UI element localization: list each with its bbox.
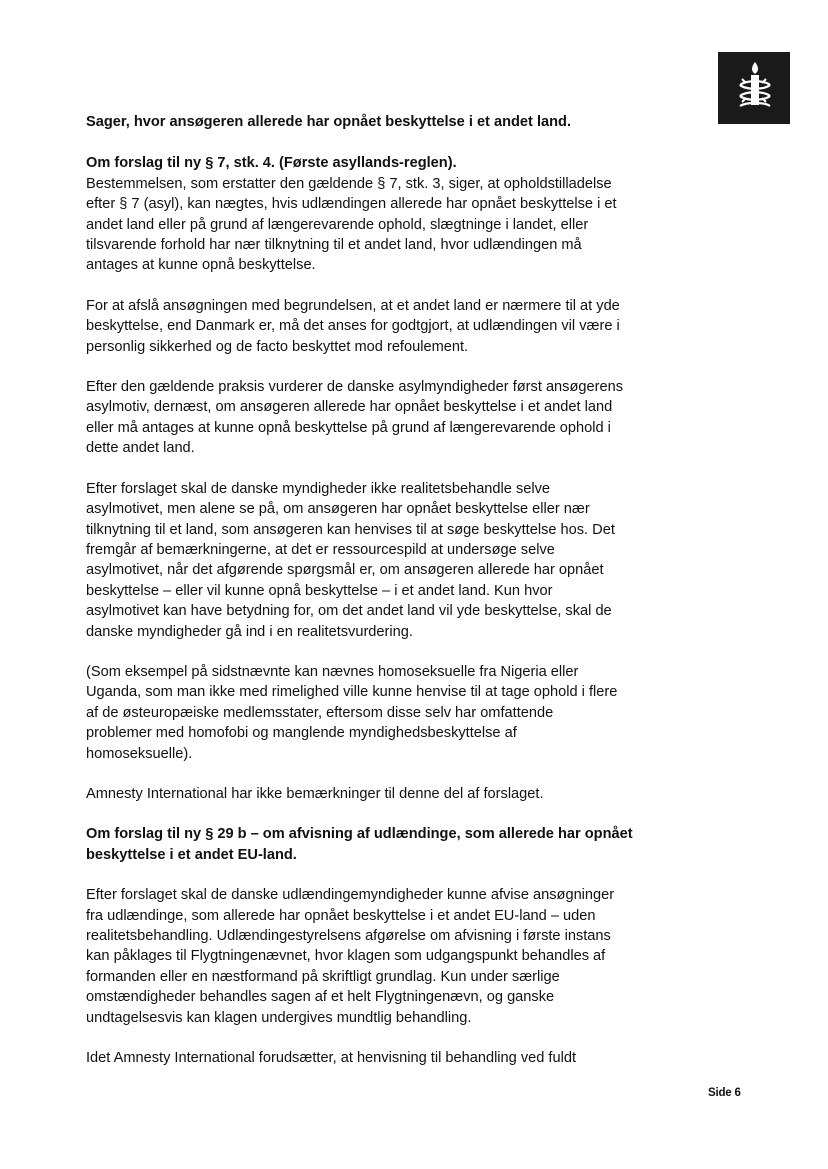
paragraph: Efter forslaget skal de danske udlændingemyndigheder kunne afvise ansøgninger fra udlændinge, som allerede har opnået beskyttelse i et andet EU-land – uden realitetsbehandling. Udlændingestyrelsens afgørelse om afvisning i første instans kan påklages til Flygtningenævnet, hvor klagen som udgangspunkt behandles af formanden eller en næstformand på skriftligt grundlag. Kun under særlige omstændigheder behandles sagen af et helt Flygtningenævn, og ganske undtagelsesvis kan klagen undergives mundtlig behandling. (86, 887, 615, 1026)
paragraph: Idet Amnesty International forudsætter, at henvisning til behandling ved fuldt (86, 1050, 577, 1067)
paragraph: (Som eksempel på sidstnævnte kan nævnes homoseksuelle fra Nigeria eller Uganda, som man ikke med rimelighed ville kunne henvise til at tage ophold i flere af de østeuropæiske medlemsstater, eftersom disse selv har omfattende problemer med homofobi og manglende myndighedsbeskyttelse af homoseksuelle). (86, 663, 618, 762)
candle-in-barbed-wire-icon (718, 52, 790, 124)
section-heading-paragraph-29b: Om forslag til ny § 29 b – om afvisning af udlændinge, som allerede har opnået beskyttelse i et andet EU-land. (86, 826, 633, 863)
section-heading-intro: Sager, hvor ansøgeren allerede har opnået beskyttelse i et andet land. (86, 114, 572, 130)
paragraph: Efter den gældende praksis vurderer de danske asylmyndigheder først ansøgerens asylmotiv, dernæst, om ansøgeren allerede har opnået beskyttelse i et andet land eller må antages at kunne opnå beskyttelse på grund af længerevarende ophold i dette andet land. (86, 379, 624, 457)
paragraph: Amnesty International har ikke bemærkninger til denne del af forslaget. (86, 785, 544, 802)
paragraph: Efter forslaget skal de danske myndigheder ikke realitetsbehandle selve asylmotivet, men alene se på, om ansøgeren har opnået beskyttelse eller nær tilknytning til et land, som ansøgeren kan henvises til at søge beskyttelse hos. Det fremgår af bemærkningerne, at det er ressourcespild at undersøge selve asylmotivet, når det afgørende spørgsmål er, om ansøgeren allerede har opnået beskyttelse – eller vil kunne opnå beskyttelse – i et andet land. Kun hvor asylmotivet kan have betydning for, om det andet land vil yde beskyttelse, skal de danske myndigheder gå ind i en realitetsvurdering. (86, 480, 615, 640)
section-heading-paragraph-7: Om forslag til ny § 7, stk. 4. (Første asyllands-reglen). (86, 155, 457, 172)
paragraph: Bestemmelsen, som erstatter den gældende § 7, stk. 3, siger, at opholdstilladelse efter § 7 (asyl), kan nægtes, hvis udlændingen allerede har opnået beskyttelse i et andet land eller på grund af længerevarende ophold, slægtninge i landet, eller tilsvarende forhold har nær tilknytning til et andet land, hvor udlændingen må antages at kunne opnå beskyttelse. (86, 175, 617, 274)
amnesty-logo (718, 52, 790, 124)
page-number: Side 6 (708, 1087, 741, 1099)
paragraph: For at afslå ansøgningen med begrundelsen, at et andet land er nærmere til at yde beskyttelse, end Danmark er, må det anses for godtgjort, at udlændingen vil være i personlig sikkerhed og de facto beskyttet mod refoulement. (86, 297, 620, 355)
document-body (86, 112, 656, 1068)
